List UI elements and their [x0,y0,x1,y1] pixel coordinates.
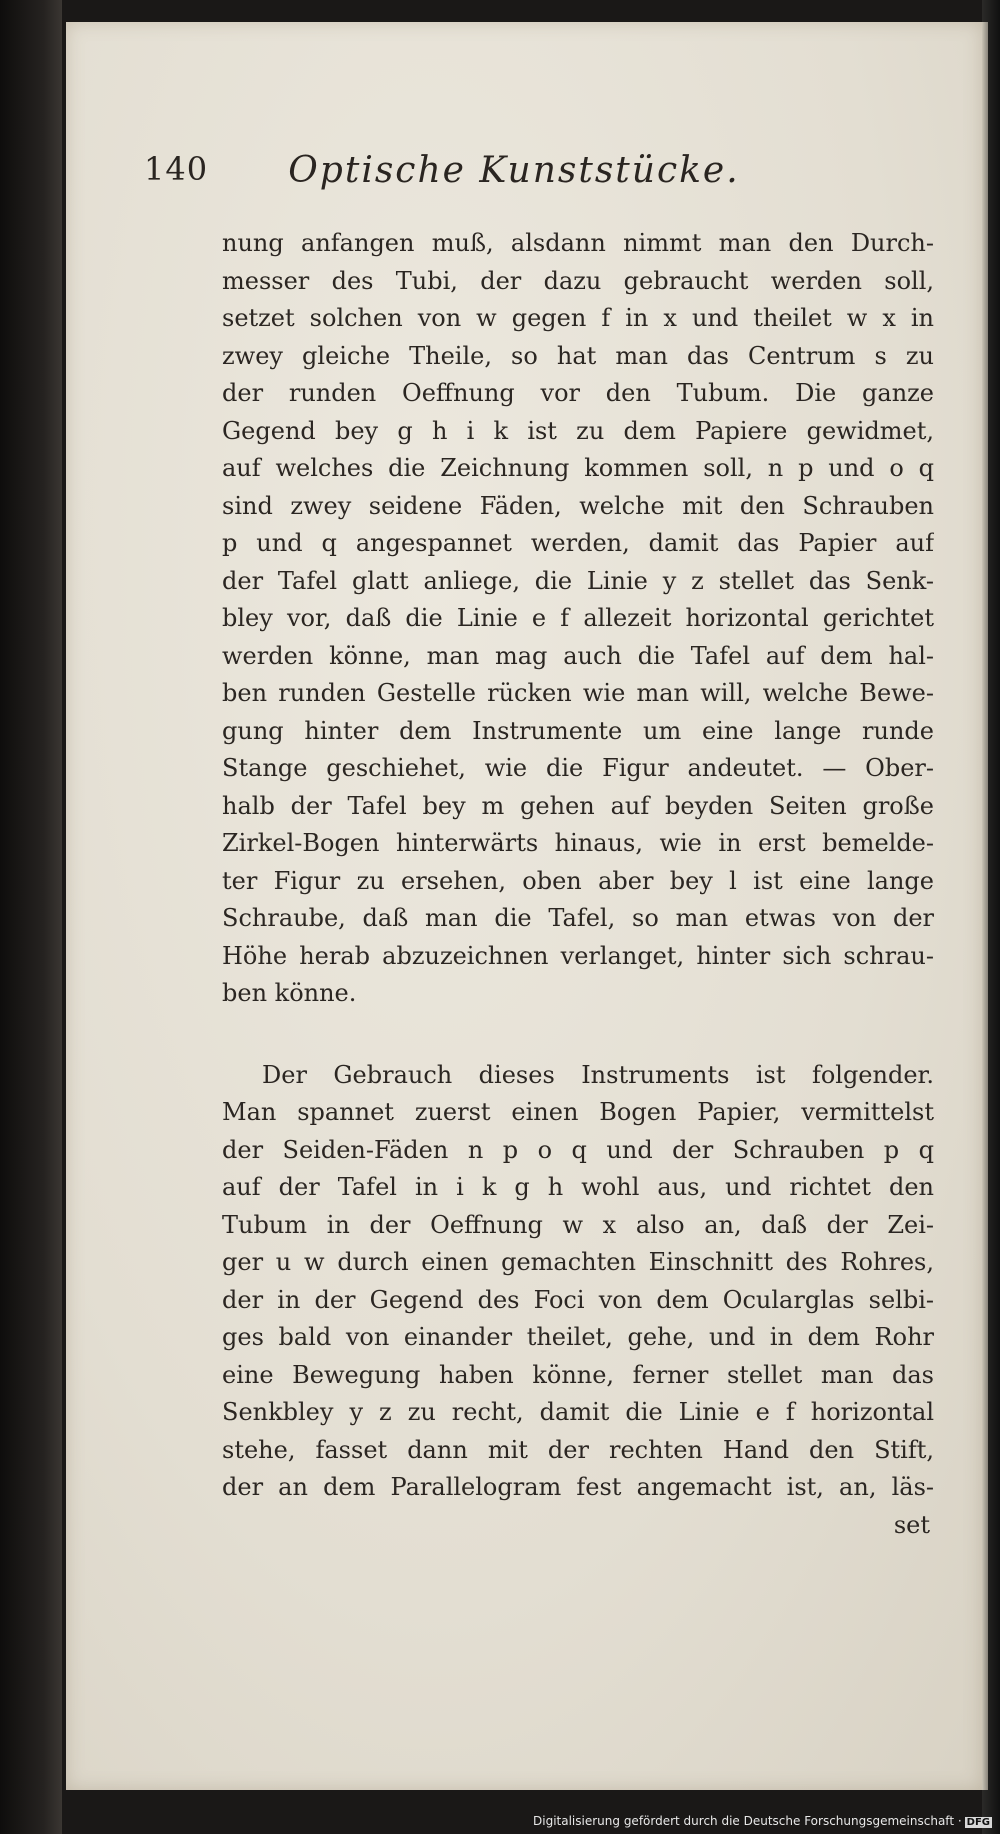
text-line: Schraube, daß man die Tafel, so man etwas von der [222,904,934,932]
text-line: ger u w durch einen gemachten Einschnitt des Rohres, [222,1248,934,1276]
paragraph-gap [222,1013,934,1057]
text-line: Stange geschiehet, wie die Figur andeutet. — Ober- [222,754,934,782]
scan-left-margin [0,0,62,1834]
text-line: Man spannet zuerst einen Bogen Papier, vermittelst [222,1098,934,1126]
text-line: der runden Oeffnung vor den Tubum. Die ganze [222,379,934,407]
text-line: der an dem Parallelogram fest angemacht ist, an, läs- [222,1473,934,1501]
text-line: p und q angespannet werden, damit das Papier auf [222,529,934,557]
digitization-footer [533,1814,992,1828]
footer-credit: Digitalisierung gefördert durch die Deutsche Forschungsgemeinschaft · [533,1814,962,1828]
page-header [144,150,974,210]
text-line: setzet solchen von w gegen f in x und theilet w x in [222,304,934,332]
text-line: zwey gleiche Theile, so hat man das Centrum s zu [222,341,934,370]
text-line: gung hinter dem Instrumente um eine lange runde [222,716,934,745]
text-line: sind zwey seidene Fäden, welche mit den Schrauben [222,491,934,520]
text-line: Tubum in der Oeffnung w x also an, daß der Zei- [222,1210,934,1239]
text-line: eine Bewegung haben könne, ferner stellet man das [222,1360,934,1389]
text-line: ben runden Gestelle rücken wie man will, welche Bewe- [222,679,934,707]
text-line: ges bald von einander theilet, gehe, und in dem Rohr [222,1323,934,1351]
text-line: stehe, fasset dann mit der rechten Hand den Stift, [222,1435,934,1464]
text-line: ter Figur zu ersehen, oben aber bey l ist eine lange [222,866,934,895]
text-line: messer des Tubi, der dazu gebraucht werden soll, [222,266,934,295]
text-line: der Seiden-Fäden n p o q und der Schrauben p q [222,1135,934,1164]
text-line: Höhe herab abzuzeichnen verlanget, hinter sich schrau- [222,941,934,970]
text-line: ben könne. [222,979,357,1007]
text-line: Zirkel-Bogen hinterwärts hinaus, wie in erst bemeldе- [222,829,934,857]
text-line: der Tafel glatt anliege, die Linie y z stellet das Senk- [222,566,934,595]
catchword: set [893,1510,930,1539]
text-line: nung anfangen muß, alsdann nimmt man den Durch- [222,229,934,257]
text-line: Gegend bey g h i k ist zu dem Papiere gewidmet, [222,416,934,445]
page-edge [982,22,988,1790]
text-line: auf der Tafel in i k g h wohl aus, und richtet den [222,1173,934,1201]
body-text [222,225,934,1544]
text-line: Senkbley y z zu recht, damit die Linie e f horizontal [222,1398,934,1426]
running-title: Optische Kunststücke. [288,150,740,191]
text-line: halb der Tafel bey m gehen auf beyden Seiten große [222,791,934,820]
text-line: werden könne, man mag auch die Tafel auf dem hal- [222,641,934,670]
paragraph-description [222,225,934,1013]
text-line: bley vor, daß die Linie e f allezeit horizontal gerichtet [222,604,934,632]
text-line: Der Gebrauch dieses Instruments ist folgender. [262,1060,934,1089]
dfg-logo: DFG [966,1817,990,1828]
page-number: 140 [144,150,209,188]
paragraph-usage [222,1057,934,1507]
text-line: der in der Gegend des Foci von dem Ocularglas selbi- [222,1285,934,1314]
text-line: auf welches die Zeichnung kommen soll, n p und o q [222,454,934,482]
